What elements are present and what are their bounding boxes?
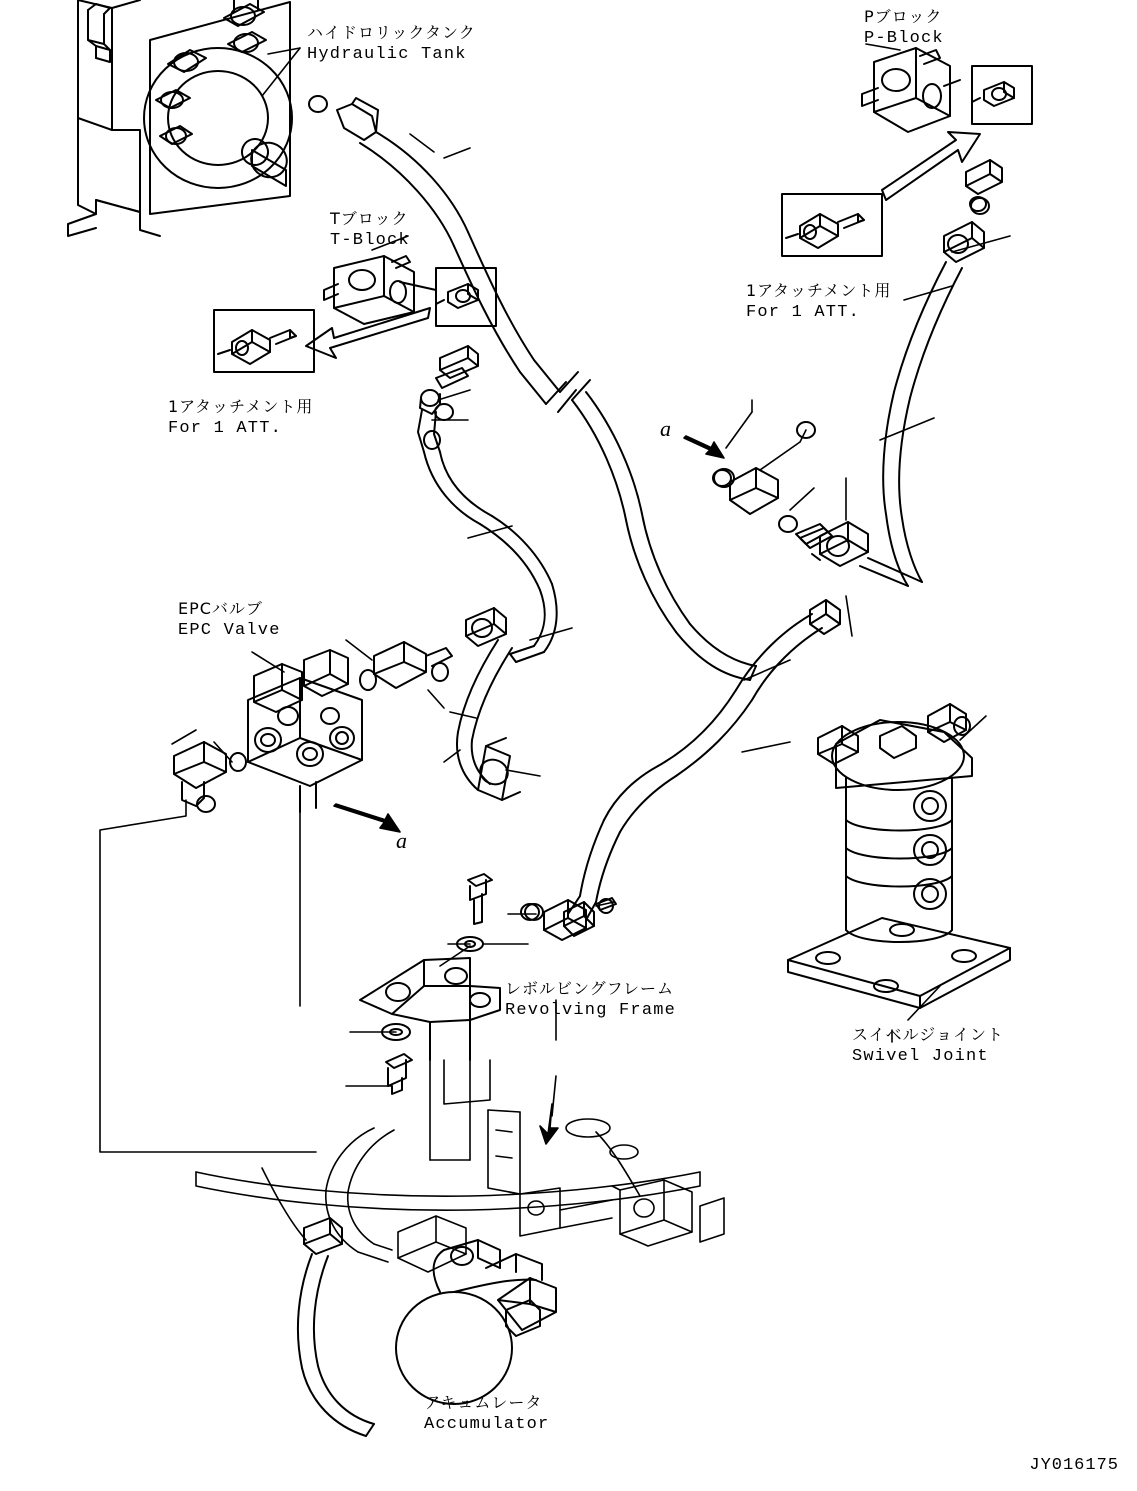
- label-accumulator-en: Accumulator: [424, 1415, 550, 1434]
- hydraulic-tank-assembly: [68, 0, 293, 236]
- label-swivel-joint: [852, 1024, 1004, 1068]
- p-block-inset: [972, 66, 1032, 124]
- callout-a-lower: a: [396, 828, 407, 853]
- label-accumulator: [424, 1392, 549, 1436]
- revolving-frame-bracket: [360, 958, 500, 1060]
- label-hydraulic-tank-en: Hydraulic Tank: [307, 45, 467, 64]
- label-t-block: [330, 208, 410, 252]
- swivel-joint-assembly: [788, 704, 1010, 1008]
- label-for-1-att-right: [746, 280, 891, 324]
- label-for-1-att-left: [168, 396, 313, 440]
- for-1-att-right-inset: [782, 194, 882, 256]
- main-hose-tank: [337, 98, 756, 680]
- label-swivel-joint-jp: スイベルジョイント: [852, 1025, 1004, 1044]
- epc-valve-assembly: [248, 650, 362, 812]
- label-for-1-att-right-jp: 1アタッチメント用: [746, 281, 892, 300]
- callout-a-upper: a: [660, 416, 671, 441]
- t-block-assembly: [324, 256, 436, 324]
- p-block-arrow: [882, 132, 980, 200]
- epc-left-hose: [457, 640, 520, 800]
- revolving-frame-outline: [196, 1060, 724, 1272]
- label-accumulator-jp: アキュムレータ: [424, 1393, 543, 1412]
- p-block-assembly: [862, 48, 960, 132]
- accumulator-hose: [298, 1218, 374, 1436]
- t-block-arrow: [306, 308, 430, 358]
- swivel-hose: [564, 600, 840, 936]
- label-revolving-frame-jp: レボルビングフレーム: [505, 979, 675, 998]
- label-revolving-frame: [505, 978, 676, 1022]
- label-t-block-en: T-Block: [330, 231, 410, 250]
- label-swivel-joint-en: Swivel Joint: [852, 1047, 989, 1066]
- label-for-1-att-left-jp: 1アタッチメント用: [168, 397, 314, 416]
- label-t-block-jp: Tブロック: [330, 209, 409, 228]
- epc-right-fitting: [360, 642, 452, 690]
- label-revolving-frame-en: Revolving Frame: [505, 1001, 677, 1020]
- label-p-block-en: P-Block: [864, 29, 944, 48]
- label-epc-valve-jp: EPCバルブ: [178, 599, 263, 618]
- epc-left-fitting: [174, 742, 246, 812]
- drawing-number: JY016175: [1029, 1456, 1119, 1475]
- label-p-block-jp: Pブロック: [864, 7, 943, 26]
- label-hydraulic-tank-jp: ハイドロリックタンク: [307, 23, 476, 42]
- label-for-1-att-right-en: For 1 ATT.: [746, 303, 861, 322]
- for-1-att-left-inset: [214, 310, 314, 372]
- label-for-1-att-left-en: For 1 ATT.: [168, 419, 283, 438]
- left-branch-hose: [418, 346, 557, 662]
- label-p-block: [864, 6, 944, 50]
- label-epc-valve-en: EPC Valve: [178, 621, 281, 640]
- accumulator-assembly: [396, 1240, 556, 1404]
- label-hydraulic-tank: [307, 22, 476, 66]
- label-epc-valve: [178, 598, 281, 642]
